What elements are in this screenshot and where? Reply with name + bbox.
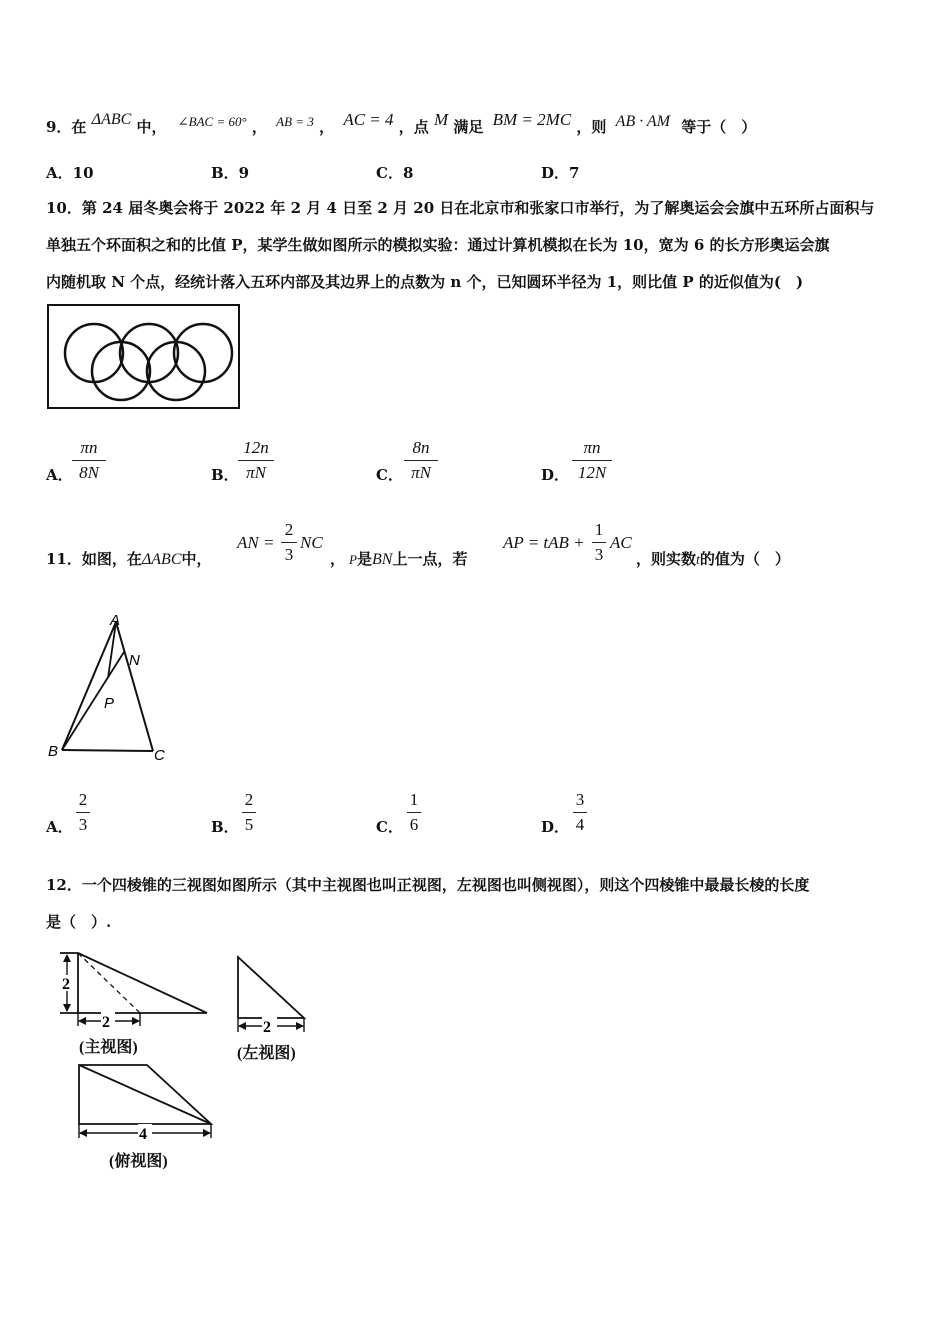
side-view-caption: (左视图) [237,1045,296,1062]
q9-option-a: A．10 [46,164,94,182]
arrow-head-icon [296,1022,304,1030]
q9-triangle: ΔABC [91,111,132,128]
q11-mid [330,548,467,569]
fraction-numerator: 8n [412,438,430,457]
side-view-triangle [238,957,304,1018]
top-view-figure [74,1060,216,1148]
q9-option-b: B．9 [211,164,250,182]
front-view-hidden-edge [78,953,140,1013]
fraction-denominator: 5 [244,815,254,834]
q10-option-a-fraction [72,438,106,483]
segment-ab [62,622,116,750]
q11-option-c: C． [376,818,403,836]
q11-text: 11．如图，在 [46,550,142,568]
q10-line1: 10．第 24 届冬奥会将于 2022 年 2 月 4 日至 2 月 20 日在北京市和张家口市举行，为了解奥运会会旗中五环所占面积与 [46,199,875,217]
segment-ac [116,622,153,751]
q9-ab: AB = 3 [276,114,314,129]
fraction-numerator: 2 [244,790,254,809]
top-view-width-label: 4 [139,1126,147,1143]
q9-comma: ， [251,118,267,136]
label-b: B [48,743,59,760]
fraction-numerator: 1 [594,520,604,539]
fraction-denominator: πN [246,463,266,482]
q11-fraction-two-thirds [281,520,297,565]
q11-text: ，则实数 [636,550,697,568]
q11-option-d: D． [541,818,570,836]
q9-option-c: C．8 [376,164,414,182]
q11-fraction-one-third [592,520,606,565]
q11-option-b-fraction [242,790,256,835]
q11-text: 是 [356,550,372,568]
top-view-caption: (俯视图) [109,1153,168,1170]
q9-comma: ， [319,118,335,136]
flag-rectangle [48,305,239,408]
label-c: C [154,747,165,764]
fraction-denominator: 3 [78,815,88,834]
q10-option-d: D． [541,466,570,484]
fraction-numerator: 2 [78,790,88,809]
q11-bn: BN [371,551,393,568]
fraction-denominator: πN [411,463,431,482]
arrow-head-icon [79,1129,87,1137]
fraction-numerator: 1 [409,790,419,809]
q11-nc: NC [300,533,323,552]
segment-bc [62,750,153,751]
q9-text: ，则 [576,118,607,136]
fraction-numerator: πn [583,438,601,457]
fraction-numerator: πn [80,438,98,457]
side-view-width-label: 2 [263,1019,271,1034]
q11-option-c-fraction [407,790,421,835]
q11-t: t [696,553,700,568]
arrow-head-icon [78,1017,86,1025]
q10-option-c-fraction [404,438,438,483]
q9-bm: BM = 2MC [492,110,572,129]
q11-ap: AP = tAB + [503,533,585,552]
q9-text: 等于（ ） [681,118,757,136]
q11-option-b: B． [211,818,239,836]
q12-line2: 是（ ）. [46,913,112,931]
fraction-denominator: 3 [594,545,604,564]
q11-tail [636,548,790,569]
front-view-caption: (主视图) [79,1039,138,1056]
ring-3 [174,324,232,382]
arrow-head-icon [132,1017,140,1025]
fraction-denominator: 12N [577,463,607,482]
q9-line [46,110,757,137]
q11-ac: AC [610,533,632,552]
top-view-diagonal [79,1065,211,1124]
q11-prefix [46,548,212,569]
arrow-head-icon [238,1022,246,1030]
q11-option-d-fraction [573,790,587,835]
q9-ac: AC = 4 [343,110,394,129]
q11-option-a: A． [46,818,73,836]
q10-option-b: B． [211,466,239,484]
fraction-denominator: 6 [409,815,419,834]
side-view-figure [234,952,312,1034]
q11-text: 上一点，若 [392,550,468,568]
q11-option-a-fraction [76,790,90,835]
q10-option-b-fraction [238,438,274,483]
q11-p: P [349,552,357,567]
fraction-numerator: 12n [243,438,269,457]
fraction-denominator: 4 [575,815,585,834]
olympic-flag-figure [46,303,242,411]
front-view-figure [52,948,212,1028]
fraction-denominator: 8N [79,463,99,482]
front-view-width-label: 2 [102,1014,110,1028]
triangle-abc-figure [46,608,176,768]
front-view-hypotenuse [78,953,207,1013]
q9-angle: ∠BAC = 60° [177,114,247,129]
arrow-head-icon [203,1129,211,1137]
arrow-head-icon [63,1004,71,1012]
ring-5 [147,342,205,400]
q12-line1: 12．一个四棱锥的三视图如图所示（其中主视图也叫正视图，左视图也叫侧视图），则这个四棱锥中最最长棱的长度 [46,876,810,894]
q11-comma: ， [330,550,346,568]
fraction-numerator: 2 [284,520,294,539]
q10-line2: 单独五个环面积之和的比值 P，某学生做如图所示的模拟实验：通过计算机模拟在长为 10，宽为 6 的长方形奥运会旗 [46,236,830,254]
q11-text: 的值为（ ） [699,550,790,568]
q10-line3: 内随机取 N 个点，经统计落入五环内部及其边界上的点数为 n 个，已知圆环半径为 1，则比值 P 的近似值为( ) [46,273,804,291]
q9-number: 9．在 [46,118,87,136]
q10-option-d-fraction [572,438,612,483]
q10-option-a: A． [46,466,73,484]
label-n: N [129,652,140,669]
q9-m: M [434,110,449,129]
q11-triangle: ΔABC [141,551,182,568]
ring-1 [65,324,123,382]
q9-option-d: D．7 [541,164,580,182]
label-a: A [110,612,121,629]
q11-an: AN = [237,533,275,552]
q10-option-c: C． [376,466,403,484]
front-view-height-label: 2 [62,976,70,993]
fraction-denominator: 3 [284,545,294,564]
q11-text: 中， [181,550,212,568]
label-p: P [104,695,115,712]
q9-text: ，点 [398,118,429,136]
q9-text: 中， [136,118,167,136]
fraction-numerator: 3 [575,790,585,809]
q9-product: AB · AM [615,113,671,130]
segment-bn [62,652,124,750]
q9-text: 满足 [453,118,484,136]
arrow-head-icon [63,954,71,962]
